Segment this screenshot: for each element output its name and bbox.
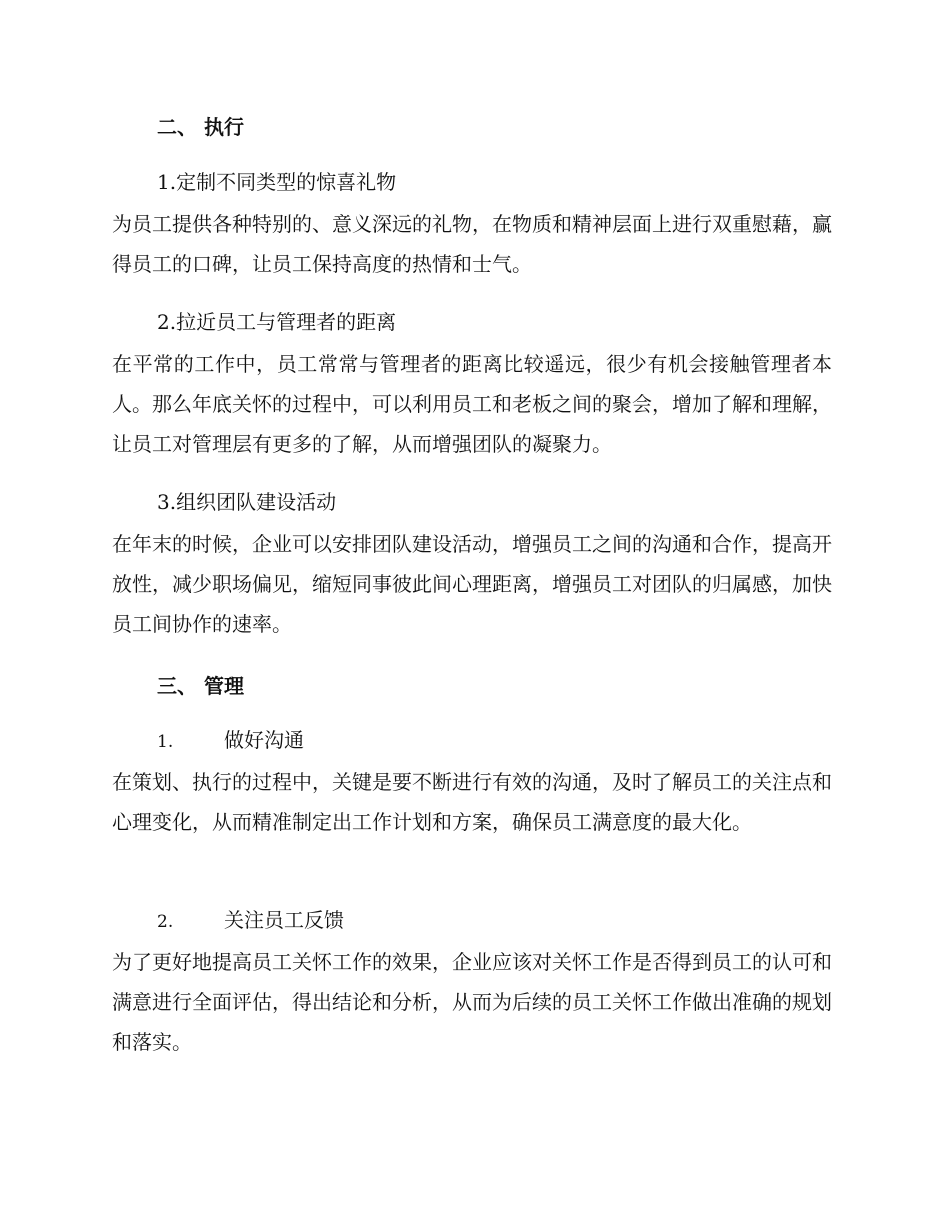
item-number: 1.: [157, 732, 174, 752]
item-number: 2.: [157, 912, 174, 932]
item-title-communication: [157, 726, 304, 756]
item-title-team-building: 3.组织团队建设活动: [157, 490, 337, 514]
item-title-feedback: [157, 906, 344, 936]
item-title-distance: 2.拉近员工与管理者的距离: [157, 310, 397, 334]
item-body-team-building: 在年末的时候，企业可以安排团队建设活动，增强员工之间的沟通和合作，提高开放性，减少职场偏见，缩短同事彼此间心理距离，增强员工对团队的归属感，加快员工间协作的速率。: [112, 532, 832, 636]
item-body-communication: 在策划、执行的过程中，关键是要不断进行有效的沟通，及时了解员工的关注点和心理变化，从而精准制定出工作计划和方案，确保员工满意度的最大化。: [112, 770, 832, 834]
section-heading-management: 三、 管理: [157, 674, 244, 698]
item-body-feedback: 为了更好地提高员工关怀工作的效果，企业应该对关怀工作是否得到员工的认可和满意进行全面评估，得出结论和分析，从而为后续的员工关怀工作做出准确的规划和落实。: [112, 950, 832, 1054]
item-body-gifts: 为员工提供各种特别的、意义深远的礼物，在物质和精神层面上进行双重慰藉，赢得员工的口碑，让员工保持高度的热情和士气。: [112, 212, 832, 276]
section-heading-execution: 二、 执行: [157, 115, 244, 139]
item-title-text: 关注员工反馈: [224, 908, 344, 932]
item-body-distance: 在平常的工作中，员工常常与管理者的距离比较遥远，很少有机会接触管理者本人。那么年底关怀的过程中，可以利用员工和老板之间的聚会，增加了解和理解，让员工对管理层有更多的了解，从而增强团队的凝聚力。: [112, 352, 832, 456]
item-title-text: 做好沟通: [224, 728, 304, 752]
item-title-gifts: 1.定制不同类型的惊喜礼物: [157, 170, 397, 194]
